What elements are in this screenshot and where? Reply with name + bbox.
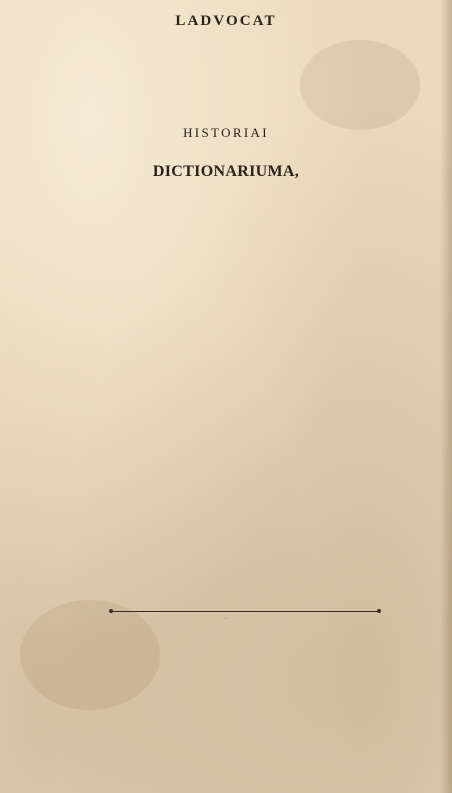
book-title-line-1: HISTORIAI	[183, 125, 269, 140]
paper-stain	[20, 600, 160, 710]
page-edge-shadow	[440, 0, 452, 793]
book-title-line-2: DICTIONARIUMA,	[152, 163, 300, 180]
divider-rule	[112, 611, 378, 612]
volume-label: I. DARAB.	[223, 619, 229, 620]
author-name: LADVOCAT	[175, 13, 277, 29]
paper-stain	[300, 40, 420, 130]
